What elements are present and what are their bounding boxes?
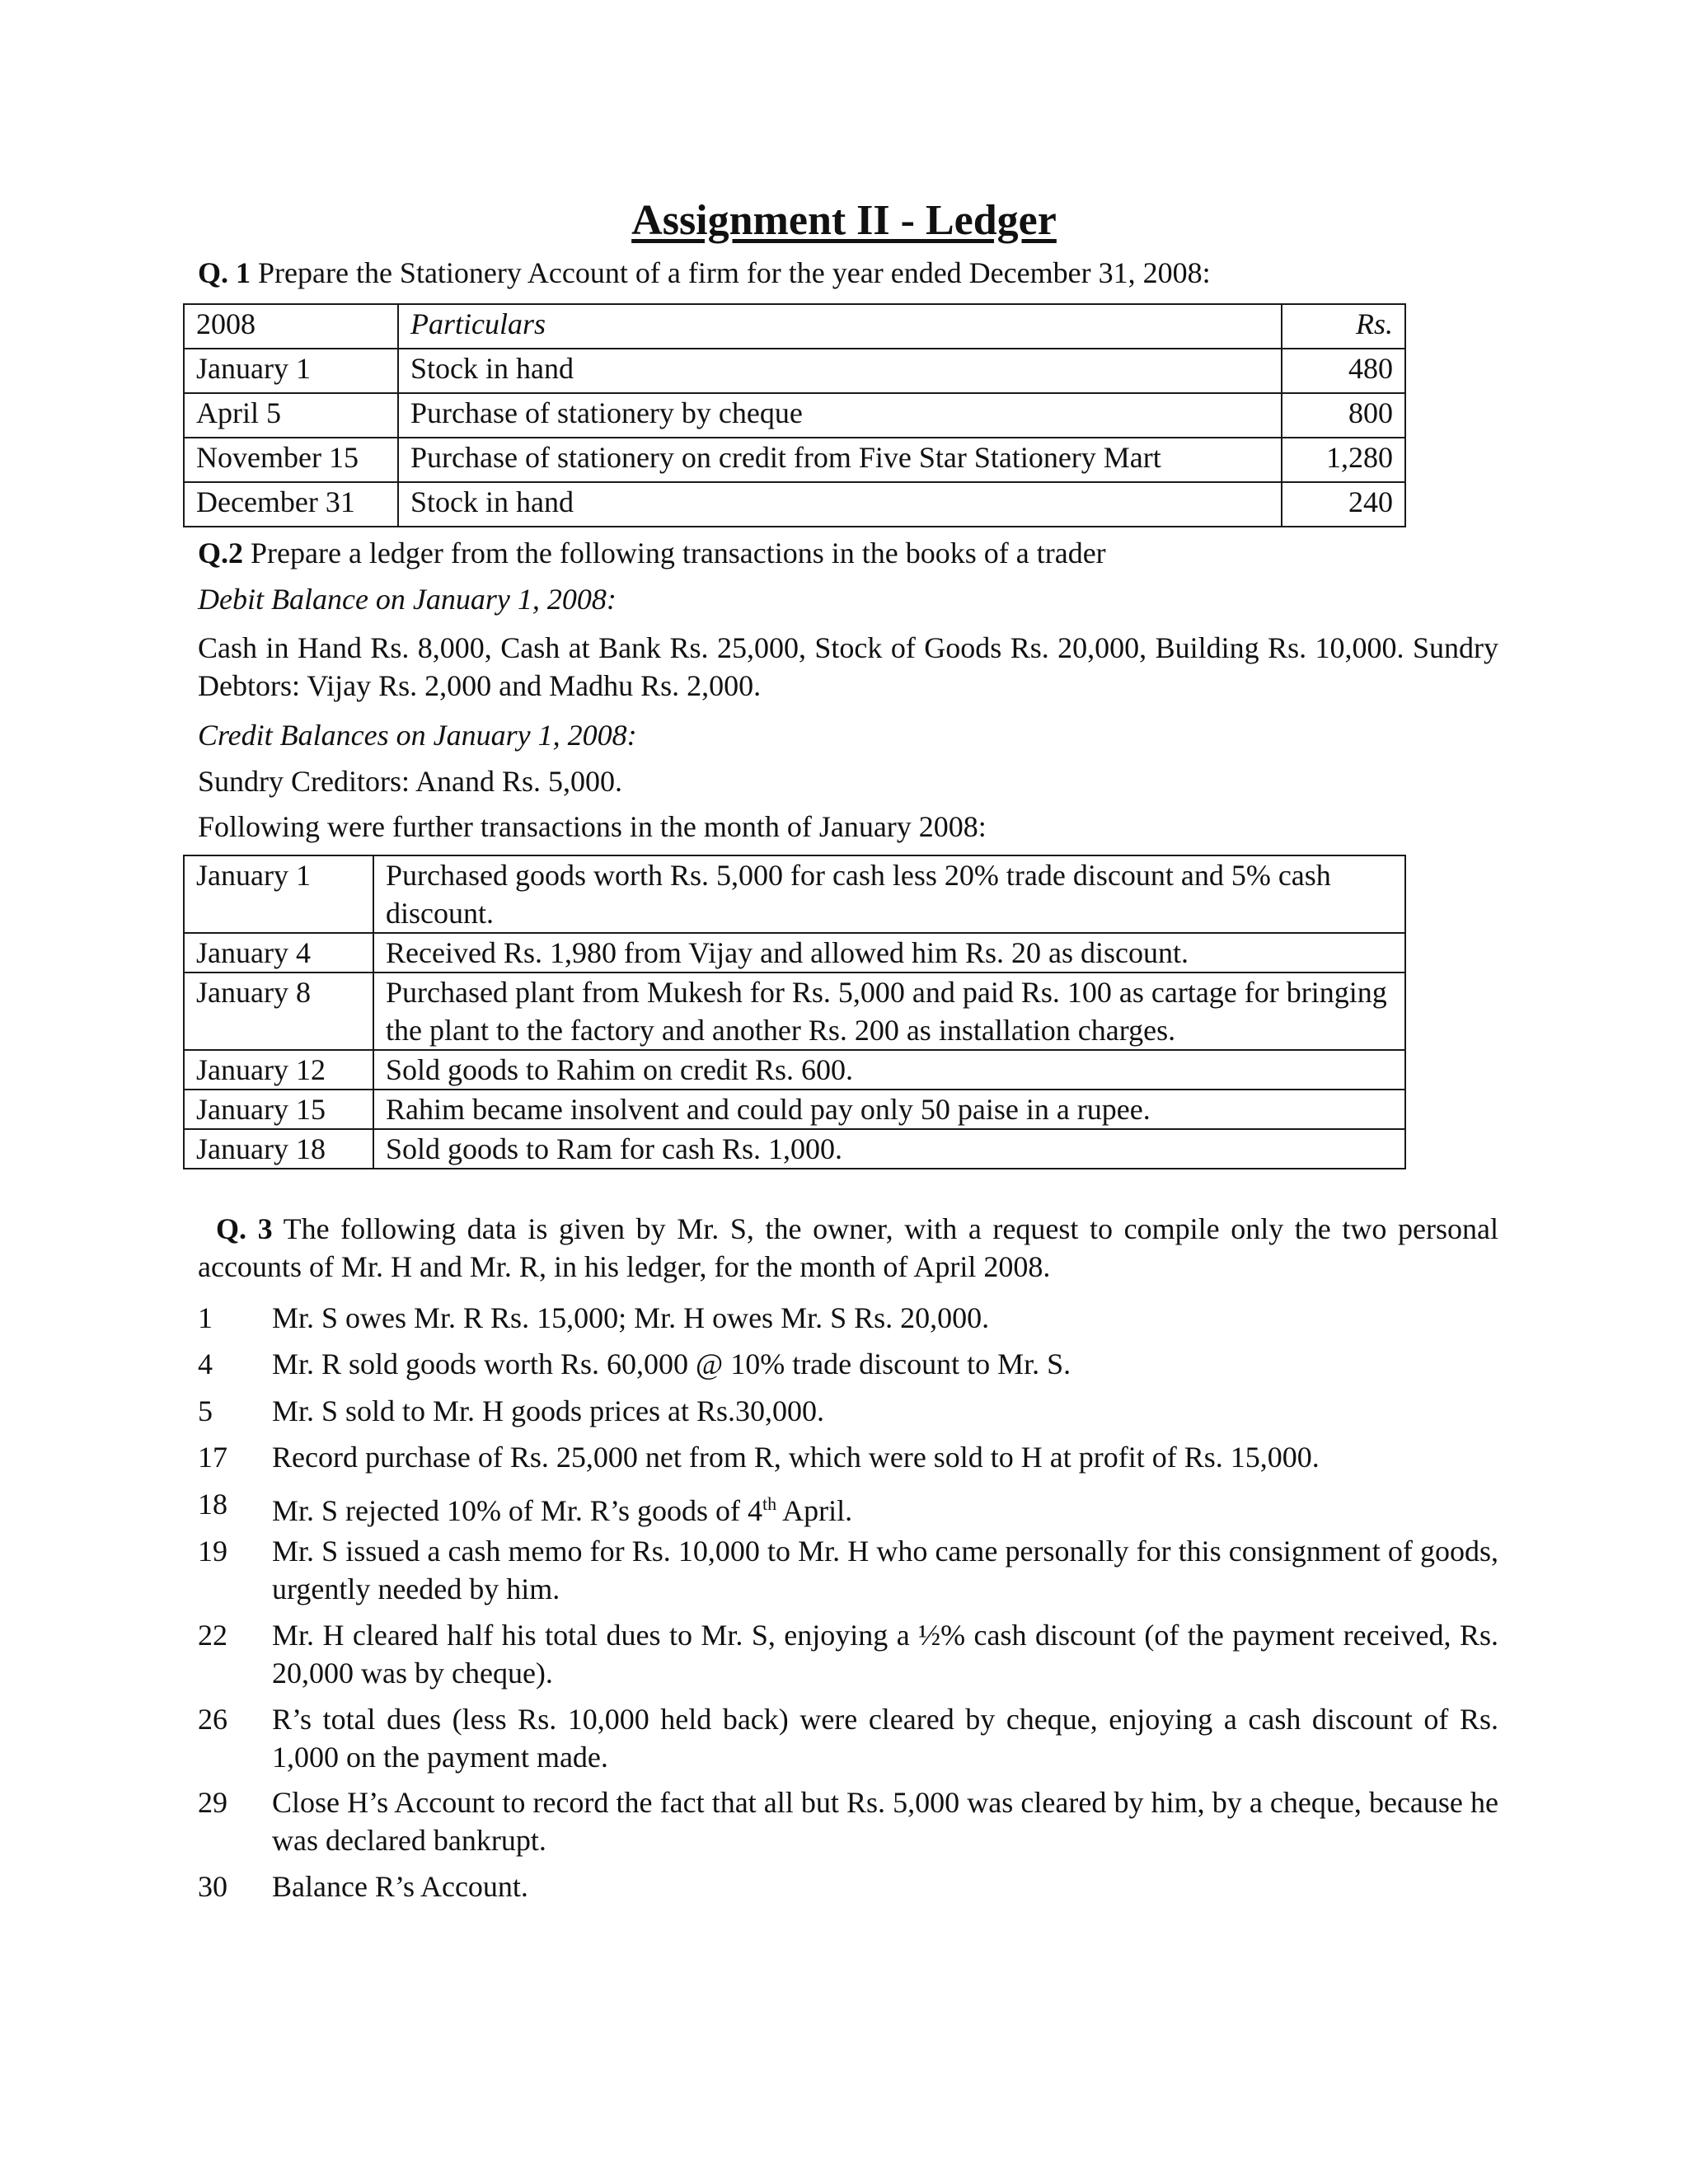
page-title: Assignment II - Ledger — [631, 197, 1057, 244]
table-row — [184, 1090, 1405, 1129]
item-number: 19 — [198, 1535, 227, 1568]
item-number: 18 — [198, 1488, 227, 1521]
item-number: 29 — [198, 1786, 227, 1819]
table-row — [184, 933, 1405, 972]
table-row — [184, 349, 1405, 393]
row-amount: 800 — [1282, 393, 1405, 438]
debit-heading: Debit Balance on January 1, 2008: — [198, 583, 617, 616]
row-particulars: Purchase of stationery on credit from Five Star Stationery Mart — [398, 438, 1282, 482]
item-text: Mr. S owes Mr. R Rs. 15,000; Mr. H owes Mr. S Rs. 20,000. — [272, 1301, 990, 1334]
debit-balances-text: Cash in Hand Rs. 8,000, Cash at Bank Rs. 25,000, Stock of Goods Rs. 20,000, Building Rs. 10,000. Sundry Debtors: Vijay Rs. 2,000 and Madhu Rs. 2,000. — [198, 631, 1498, 702]
row-date: January 1 — [184, 349, 398, 393]
row-amount: 480 — [1282, 349, 1405, 393]
row-date: December 31 — [184, 482, 398, 527]
row-description: Rahim became insolvent and could pay only 50 paise in a rupee. — [373, 1090, 1405, 1129]
row-amount: 240 — [1282, 482, 1405, 527]
row-date: January 18 — [184, 1129, 373, 1169]
table-header-row — [184, 304, 1405, 349]
item-text: Mr. S issued a cash memo for Rs. 10,000 to Mr. H who came personally for this consignment of goods, urgently needed by him. — [272, 1535, 1498, 1605]
row-particulars: Stock in hand — [398, 482, 1282, 527]
credit-balances-text: Sundry Creditors: Anand Rs. 5,000. — [198, 765, 623, 798]
item-text — [272, 1485, 1498, 1530]
row-date: January 15 — [184, 1090, 373, 1129]
q3-text: The following data is given by Mr. S, the owner, with a request to compile only the two personal accounts of Mr. H and Mr. R, in his ledger, for the month of April 2008. — [198, 1212, 1498, 1283]
row-date: January 1 — [184, 855, 373, 933]
row-description: Sold goods to Ram for cash Rs. 1,000. — [373, 1129, 1405, 1169]
q2-prompt — [198, 536, 1106, 571]
stationery-table — [183, 303, 1406, 527]
item-text-post: April. — [776, 1494, 853, 1527]
row-description: Sold goods to Rahim on credit Rs. 600. — [373, 1050, 1405, 1090]
row-amount: 1,280 — [1282, 438, 1405, 482]
row-particulars: Stock in hand — [398, 349, 1282, 393]
table-row — [184, 438, 1405, 482]
item-text: Mr. R sold goods worth Rs. 60,000 @ 10% trade discount to Mr. S. — [272, 1347, 1071, 1380]
row-date: January 8 — [184, 972, 373, 1050]
item-number: 4 — [198, 1347, 213, 1380]
item-text: Record purchase of Rs. 25,000 net from R, which were sold to H at profit of Rs. 15,000. — [272, 1441, 1320, 1474]
item-number: 17 — [198, 1441, 227, 1474]
item-text: Balance R’s Account. — [272, 1870, 528, 1903]
row-date: November 15 — [184, 438, 398, 482]
header-particulars: Particulars — [398, 304, 1282, 349]
credit-heading: Credit Balances on January 1, 2008: — [198, 719, 637, 752]
item-text: R’s total dues (less Rs. 10,000 held back) were cleared by cheque, enjoying a cash discount of Rs. 1,000 on the payment made. — [272, 1703, 1498, 1774]
item-number: 22 — [198, 1619, 227, 1652]
table-row — [184, 1050, 1405, 1090]
item-number: 5 — [198, 1394, 213, 1427]
item-number: 26 — [198, 1703, 227, 1736]
header-year: 2008 — [184, 304, 398, 349]
table-row — [184, 1129, 1405, 1169]
item-number: 30 — [198, 1870, 227, 1903]
item-text: Close H’s Account to record the fact that all but Rs. 5,000 was cleared by him, by a cheque, because he was declared bankrupt. — [272, 1786, 1498, 1857]
q3-prompt — [198, 1210, 1498, 1286]
header-amount: Rs. — [1282, 304, 1405, 349]
q1-prompt — [198, 255, 1211, 291]
further-transactions-text: Following were further transactions in the month of January 2008: — [198, 810, 987, 843]
table-row — [184, 855, 1405, 933]
row-description: Received Rs. 1,980 from Vijay and allowed him Rs. 20 as discount. — [373, 933, 1405, 972]
q1-text: Prepare the Stationery Account of a firm for the year ended December 31, 2008: — [258, 256, 1211, 289]
q2-text: Prepare a ledger from the following transactions in the books of a trader — [251, 537, 1106, 569]
row-description: Purchased plant from Mukesh for Rs. 5,000 and paid Rs. 100 as cartage for bringing the plant to the factory and another Rs. 200 as installation charges. — [373, 972, 1405, 1050]
row-date: April 5 — [184, 393, 398, 438]
transactions-table — [183, 855, 1406, 1169]
item-text-pre: Mr. S rejected 10% of Mr. R’s goods of 4 — [272, 1494, 762, 1527]
table-row — [184, 482, 1405, 527]
q2-label: Q.2 — [198, 537, 244, 569]
row-date: January 12 — [184, 1050, 373, 1090]
item-text: Mr. S sold to Mr. H goods prices at Rs.30,000. — [272, 1394, 825, 1427]
row-date: January 4 — [184, 933, 373, 972]
item-text-sup: th — [762, 1493, 777, 1514]
table-row — [184, 972, 1405, 1050]
item-number: 1 — [198, 1301, 213, 1334]
q1-label: Q. 1 — [198, 256, 251, 289]
row-description: Purchased goods worth Rs. 5,000 for cash less 20% trade discount and 5% cash discount. — [373, 855, 1405, 933]
row-particulars: Purchase of stationery by cheque — [398, 393, 1282, 438]
table-row — [184, 393, 1405, 438]
q3-label: Q. 3 — [216, 1212, 273, 1245]
item-text: Mr. H cleared half his total dues to Mr. S, enjoying a ½% cash discount (of the payment received, Rs. 20,000 was by cheque). — [272, 1619, 1498, 1690]
